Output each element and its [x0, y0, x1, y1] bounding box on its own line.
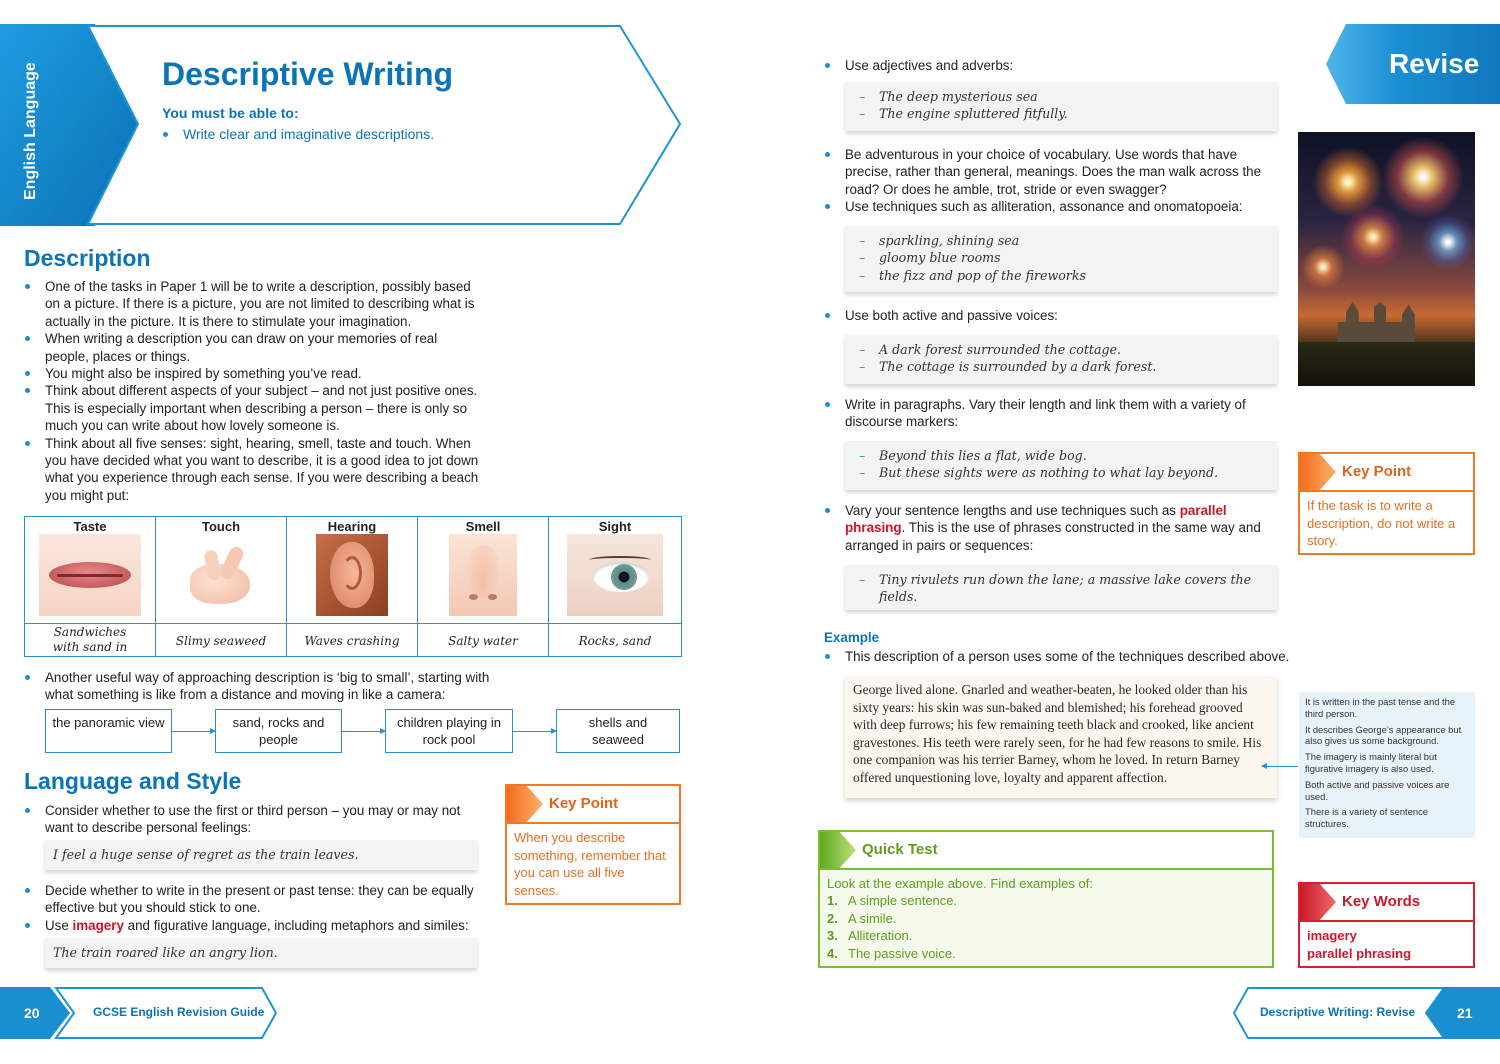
sense-caption: Sandwiches with sand in	[25, 623, 155, 657]
fireworks-castle-image	[1298, 132, 1475, 386]
quick-test-item	[827, 927, 1265, 944]
objectives-heading: You must be able to:	[162, 105, 299, 121]
adj-examples-note	[845, 82, 1277, 131]
flow-arrow	[342, 731, 385, 732]
eye-icon	[567, 534, 663, 616]
description-bullet: When writing a description you can draw on your memories of real people, places or things.	[24, 330, 482, 365]
objectives-list	[162, 126, 562, 143]
sense-name: Smell	[465, 519, 501, 534]
example-line: – Beyond this lies a flat, wide bog.	[855, 447, 1267, 464]
example-line: – But these sights were as nothing to what lay beyond.	[855, 464, 1267, 481]
key-words-box	[1298, 882, 1475, 968]
annotation-item: The imagery is mainly literal but figurative imagery is also used.	[1305, 751, 1437, 774]
annotation-item: There is a variety of sentence structures.	[1305, 806, 1428, 830]
key-point-title: Key Point	[1342, 463, 1412, 480]
sentence-post: . This is the use of phrases constructed in the same way and arranged in pairs or sequences:	[845, 520, 1261, 553]
key-point-text: When you describe something, remember that you can use all five senses.	[514, 830, 666, 898]
example-bullet: This description of a person uses some of the techniques described above.	[824, 648, 1294, 665]
description-bullet: Think about all five senses: sight, hearing, smell, taste and touch. When you have decided what you want to describe, it is a good idea to jot down what you experience through each sense. If you were describing a beach you might put:	[24, 435, 482, 505]
key-point-text: If the task is to write a description, do not write a story.	[1307, 498, 1456, 549]
tech-bullet: Use techniques such as alliteration, assonance and onomatopoeia:	[824, 198, 1276, 215]
language-heading: Language and Style	[24, 768, 242, 794]
key-point-header	[507, 786, 679, 824]
sense-caption: Slimy seaweed	[156, 623, 286, 657]
quick-test-number: 2.	[827, 910, 838, 926]
key-point-header	[1300, 454, 1473, 492]
sentence-pre: Vary your sentence lengths and use techniques such as	[845, 503, 1180, 518]
sense-cell-hearing	[287, 517, 418, 656]
sentence-list	[824, 502, 1276, 554]
para-bullet: Write in paragraphs. Vary their length and link them with a variety of discourse markers:	[824, 396, 1276, 431]
hand-icon	[170, 534, 272, 616]
language-list-1	[24, 802, 486, 837]
sense-name: Hearing	[327, 519, 377, 534]
annotation-item: Both active and passive voices are used.	[1305, 778, 1450, 802]
sense-caption: Waves crashing	[287, 623, 417, 657]
person-bullet: Consider whether to use the first or third person – you may or may not want to describe personal feelings:	[24, 802, 486, 837]
flow-step-1: the panoramic view	[45, 709, 172, 753]
key-word-item: imagery	[1307, 928, 1357, 943]
flow-arrow	[513, 731, 556, 732]
flow-step-3: children playing in rock pool	[385, 709, 513, 753]
key-words-title: Key Words	[1342, 893, 1421, 910]
quick-test-text: Alliteration.	[848, 928, 913, 944]
example-line: – The deep mysterious sea	[855, 88, 1267, 105]
description-bullet: One of the tasks in Paper 1 will be to write a description, possibly based on a picture. If there is a picture, you are not limited to describing what is actually in the picture. It is there to stimulate your imagination.	[24, 278, 482, 330]
imagery-post: and figurative language, including metaphors and similes:	[123, 917, 469, 933]
flow-step-2: sand, rocks and people	[215, 709, 342, 753]
quick-test-title: Quick Test	[862, 841, 938, 858]
para-list	[824, 396, 1276, 431]
imagery-example-note: The train roared like an angry lion.	[45, 938, 477, 968]
lips-icon	[39, 534, 141, 616]
page-number-left: 20	[24, 1005, 40, 1021]
language-list-2	[24, 882, 486, 934]
revise-tab: Revise	[1389, 48, 1480, 79]
quick-test-number: 4.	[827, 945, 838, 961]
example-passage: George lived alone. Gnarled and weather-beaten, he looked older than his sixty years: his skin was sun-baked and blemished; his forehead grooved with deep furrows; his few remaining teeth black and crooked, like ancient gravestones. His teeth were rarely seen, for he had few reasons to smile. His one companion was his terrier Barney, whom he loved. In return Barney offered unquestioning love, loyalty and apparent affection.	[845, 676, 1277, 798]
example-line: – the fizz and pop of the fireworks	[855, 267, 1267, 284]
footer-right-title: Descriptive Writing: Revise	[1260, 1005, 1416, 1019]
quick-test-arrow-icon	[820, 832, 856, 868]
sense-name: Sight	[598, 519, 632, 534]
example-line: – Tiny rivulets run down the lane; a massive lake covers the fields.	[855, 571, 1267, 606]
para-examples-note	[845, 441, 1277, 490]
quick-test-number: 3.	[827, 928, 838, 944]
quick-test-text: A simple sentence.	[848, 893, 958, 909]
sense-caption: Salty water	[418, 623, 548, 657]
quick-test-body	[820, 870, 1272, 967]
quick-test-item	[827, 910, 1265, 927]
tech-examples-note	[845, 226, 1277, 292]
key-word-item: parallel phrasing	[1307, 945, 1412, 961]
subject-tab-label: English Language	[22, 62, 39, 200]
adj-list	[824, 57, 1264, 74]
annotations-panel	[1299, 692, 1475, 838]
quick-test-intro: Look at the example above. Find examples of:	[827, 876, 1093, 891]
example-line: – A dark forest surrounded the cottage.	[855, 341, 1267, 358]
annotation-item: It is written in the past tense and the third person.	[1305, 696, 1456, 719]
quick-test-item	[827, 892, 1265, 909]
vocab-list	[824, 146, 1276, 216]
sense-name: Touch	[201, 519, 241, 534]
quick-test-header	[820, 832, 1272, 870]
key-words-header	[1300, 884, 1473, 922]
footer-left-title: GCSE English Revision Guide	[93, 1005, 265, 1019]
senses-table	[24, 516, 682, 657]
sense-cell-smell	[418, 517, 549, 656]
annotation-arrow	[1262, 766, 1298, 767]
page-number-right: 21	[1457, 1005, 1473, 1021]
quick-test-number: 1.	[827, 893, 838, 909]
imagery-bullet	[24, 917, 486, 934]
sense-cell-sight	[549, 517, 681, 656]
voice-examples-note	[845, 335, 1277, 384]
sense-cell-touch	[156, 517, 287, 656]
objective-item: Write clear and imaginative descriptions.	[162, 126, 562, 143]
example-line: – sparkling, shining sea	[855, 232, 1267, 249]
nose-icon	[449, 534, 517, 616]
big-to-small-bullet: Another useful way of approaching description is ‘big to small’, starting with what something is like from a distance and moving in like a camera:	[24, 669, 494, 704]
quick-test-text: The passive voice.	[848, 945, 956, 961]
annotation-item: It describes George’s appearance but also gives us some background.	[1305, 723, 1462, 747]
sentence-bullet	[824, 502, 1276, 554]
sentence-example-note	[845, 565, 1277, 610]
voice-bullet: Use both active and passive voices:	[824, 307, 1276, 324]
person-example-note: I feel a huge sense of regret as the train leaves.	[45, 840, 477, 870]
example-line: – The engine spluttered fitfully.	[855, 105, 1267, 122]
voice-list	[824, 307, 1276, 324]
example-heading: Example	[824, 630, 880, 645]
imagery-pre: Use	[45, 917, 73, 933]
description-heading: Description	[24, 245, 151, 271]
sense-caption: Rocks, sand	[549, 623, 681, 657]
flow-step-4: shells and seaweed	[556, 709, 680, 753]
key-word-imagery: imagery	[72, 917, 124, 933]
sense-name: Taste	[73, 519, 107, 534]
flow-arrow	[172, 731, 215, 732]
key-point-arrow-icon	[507, 786, 543, 822]
big-to-small-list	[24, 669, 494, 704]
description-list	[24, 278, 482, 504]
example-list	[824, 648, 1294, 665]
example-line: – gloomy blue rooms	[855, 249, 1267, 266]
key-word-parallel-phrasing: parallel phrasing	[845, 503, 1227, 536]
page-title: Descriptive Writing	[162, 56, 454, 92]
adj-bullet: Use adjectives and adverbs:	[824, 57, 1264, 74]
key-point-arrow-icon	[1300, 454, 1336, 490]
description-bullet: Think about different aspects of your subject – and not just positive ones. This is especially important when describing a person – there is only so much you can write about how lovely someone is.	[24, 382, 482, 434]
quick-test-box	[818, 830, 1274, 968]
key-point-box-left	[505, 784, 681, 905]
quick-test-item	[827, 945, 1265, 962]
example-line: – The cottage is surrounded by a dark forest.	[855, 358, 1267, 375]
key-words-list	[1300, 922, 1473, 967]
quick-test-text: A simile.	[848, 910, 897, 926]
vocab-bullet: Be adventurous in your choice of vocabulary. Use words that have precise, rather than general, meanings. Does the man walk across the road? Or does he amble, trot, stride or even swagger?	[824, 146, 1276, 198]
key-words-arrow-icon	[1300, 884, 1336, 920]
sense-cell-taste	[25, 517, 156, 656]
ear-icon	[316, 534, 388, 616]
description-bullet: You might also be inspired by something you’ve read.	[24, 365, 482, 382]
key-point-box-right	[1298, 452, 1475, 555]
tense-bullet: Decide whether to write in the present or past tense: they can be equally effective but you should stick to one.	[24, 882, 486, 917]
key-point-title: Key Point	[549, 795, 619, 812]
